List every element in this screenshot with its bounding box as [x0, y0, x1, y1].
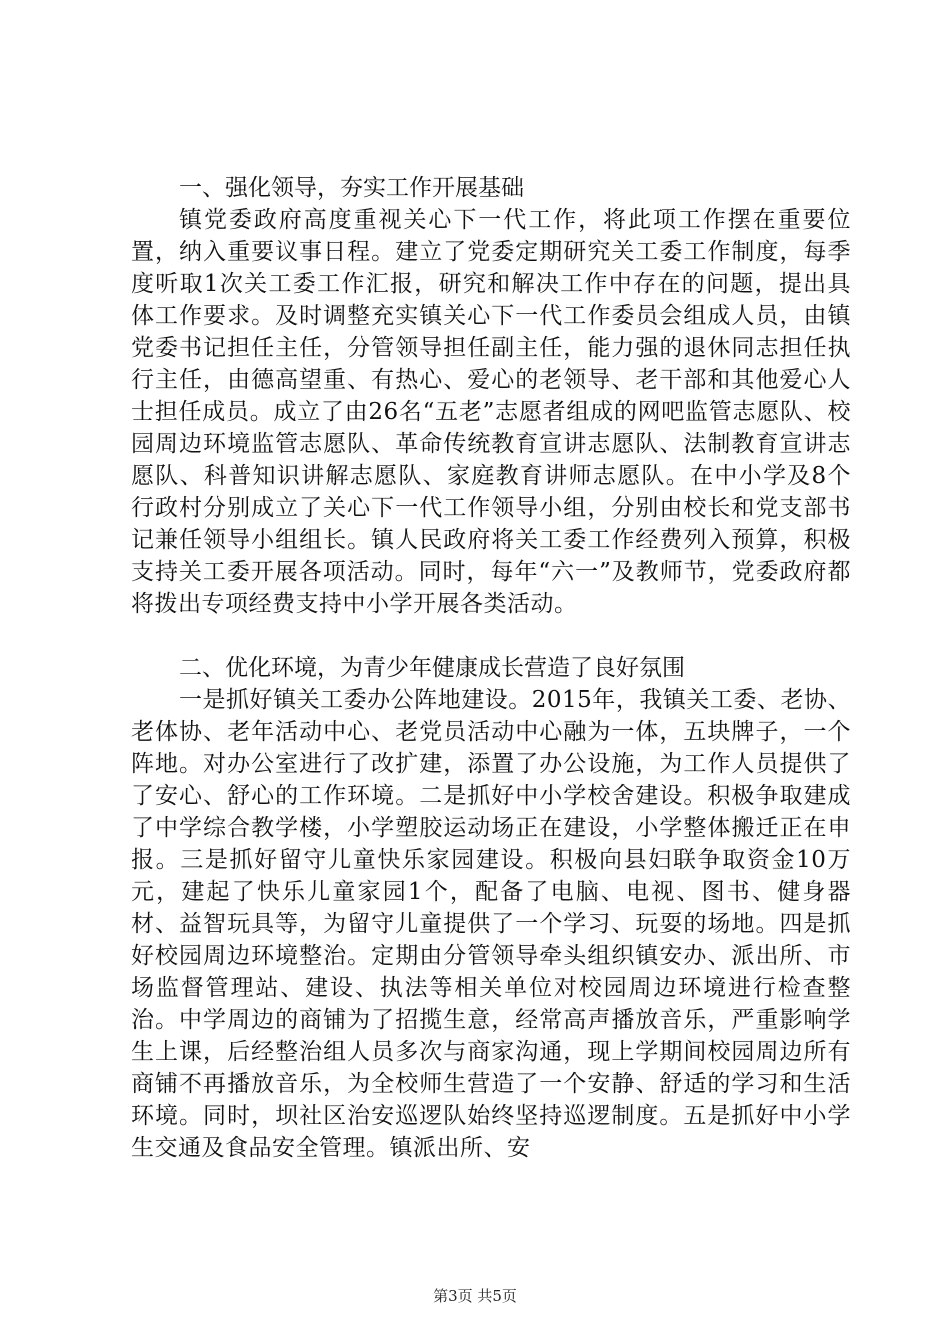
section-divider [131, 620, 851, 652]
section-2-paragraph: 一是抓好镇关工委办公阵地建设。2015年，我镇关工委、老协、老体协、老年活动中心、老党员活动中心融为一体，五块牌子，一个阵地。对办公室进行了改扩建，添置了办公设施，为工作人员提供了了安心、舒心的工作环境。二是抓好中小学校舍建设。积极争取建成了中学综合教学楼，小学塑胶运动场正在建设，小学整体搬迁正在申报。三是抓好留守儿童快乐家园建设。积极向县妇联争取资金10万元，建起了快乐儿童家园1个，配备了电脑、电视、图书、健身器材、益智玩具等，为留守儿童提供了一个学习、玩耍的场地。四是抓好校园周边环境整治。定期由分管领导牵头组织镇安办、派出所、市场监督管理站、建设、执法等相关单位对校园周边环境进行检查整治。中学周边的商铺为了招揽生意，经常高声播放音乐，严重影响学生上课，后经整治组人员多次与商家沟通，现上学期间校园周边所有商铺不再播放音乐，为全校师生营造了一个安静、舒适的学习和生活环境。同时，坝社区治安巡逻队始终坚持巡逻制度。五是抓好中小学生交通及食品安全管理。镇派出所、安 [131, 687, 851, 1161]
section-1-heading: 一、强化领导，夯实工作开展基础 [179, 175, 524, 201]
document-body [131, 172, 851, 1164]
section-2-heading: 二、优化环境，为青少年健康成长营造了良好氛围 [179, 655, 685, 681]
section-1-paragraph: 镇党委政府高度重视关心下一代工作，将此项工作摆在重要位置，纳入重要议事日程。建立了党委定期研究关工委工作制度，每季度听取1次关工委工作汇报，研究和解决工作中存在的问题，提出具体工作要求。及时调整充实镇关心下一代工作委员会组成人员，由镇党委书记担任主任，分管领导担任副主任，能力强的退休同志担任执行主任，由德高望重、有热心、爱心的老领导、老干部和其他爱心人士担任成员。成立了由26名“五老”志愿者组成的网吧监管志愿队、校园周边环境监管志愿队、革命传统教育宣讲志愿队、法制教育宣讲志愿队、科普知识讲解志愿队、家庭教育讲师志愿队。在中小学及8个行政村分别成立了关心下一代工作领导小组，分别由校长和党支部书记兼任领导小组组长。镇人民政府将关工委工作经费列入预算，积极支持关工委开展各项活动。同时，每年“六一”及教师节，党委政府都将拨出专项经费支持中小学开展各类活动。 [131, 207, 851, 617]
page-number-footer: 第3页 共5页 [433, 1287, 517, 1305]
